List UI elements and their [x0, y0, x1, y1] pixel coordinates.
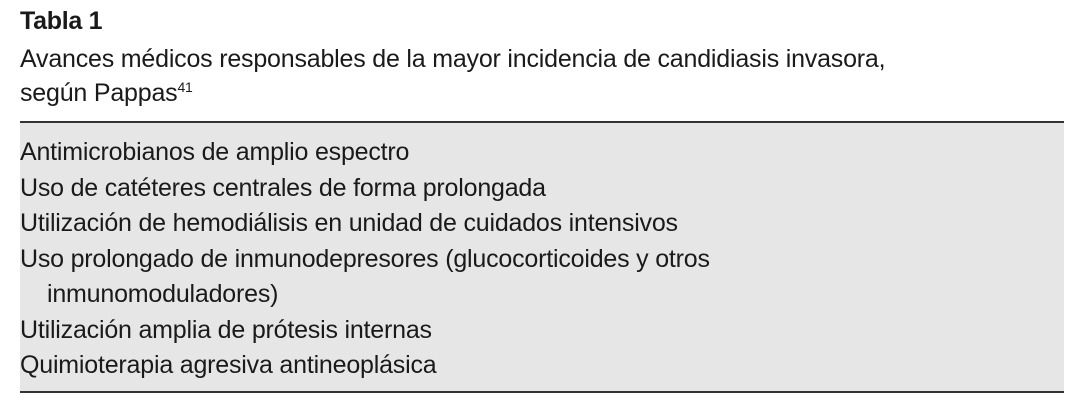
table-row-text: Utilización de hemodiálisis en unidad de cuidados intensivos [20, 209, 678, 237]
table-row [20, 313, 1064, 349]
table-row-text: Quimioterapia agresiva antineoplásica [20, 351, 437, 379]
table-row [20, 135, 1064, 171]
table-label: Tabla 1 [20, 7, 103, 35]
table-row-text: Antimicrobianos de amplio espectro [20, 138, 410, 166]
table-row-continuation: inmunomoduladores) [47, 280, 279, 308]
table-title-line1: Avances médicos responsables de la mayor incidencia de candidiasis invasora, [20, 45, 886, 73]
table-list [20, 123, 1064, 384]
table-body [20, 121, 1064, 393]
table-row [20, 171, 1064, 207]
reference-superscript: 41 [177, 79, 193, 95]
table-row-text: Uso prolongado de inmunodepresores (glucocorticoides y otros [20, 244, 710, 273]
table-title [20, 42, 1060, 110]
table-row-text: Uso de catéteres centrales de forma prolongada [20, 173, 546, 202]
table-row [20, 206, 1064, 242]
table-title-line2: según Pappas [20, 79, 178, 107]
table-row [20, 242, 1064, 313]
table-row-text: Utilización amplia de prótesis internas [20, 315, 432, 344]
table-caption [20, 0, 1060, 110]
table-row [20, 348, 1064, 384]
